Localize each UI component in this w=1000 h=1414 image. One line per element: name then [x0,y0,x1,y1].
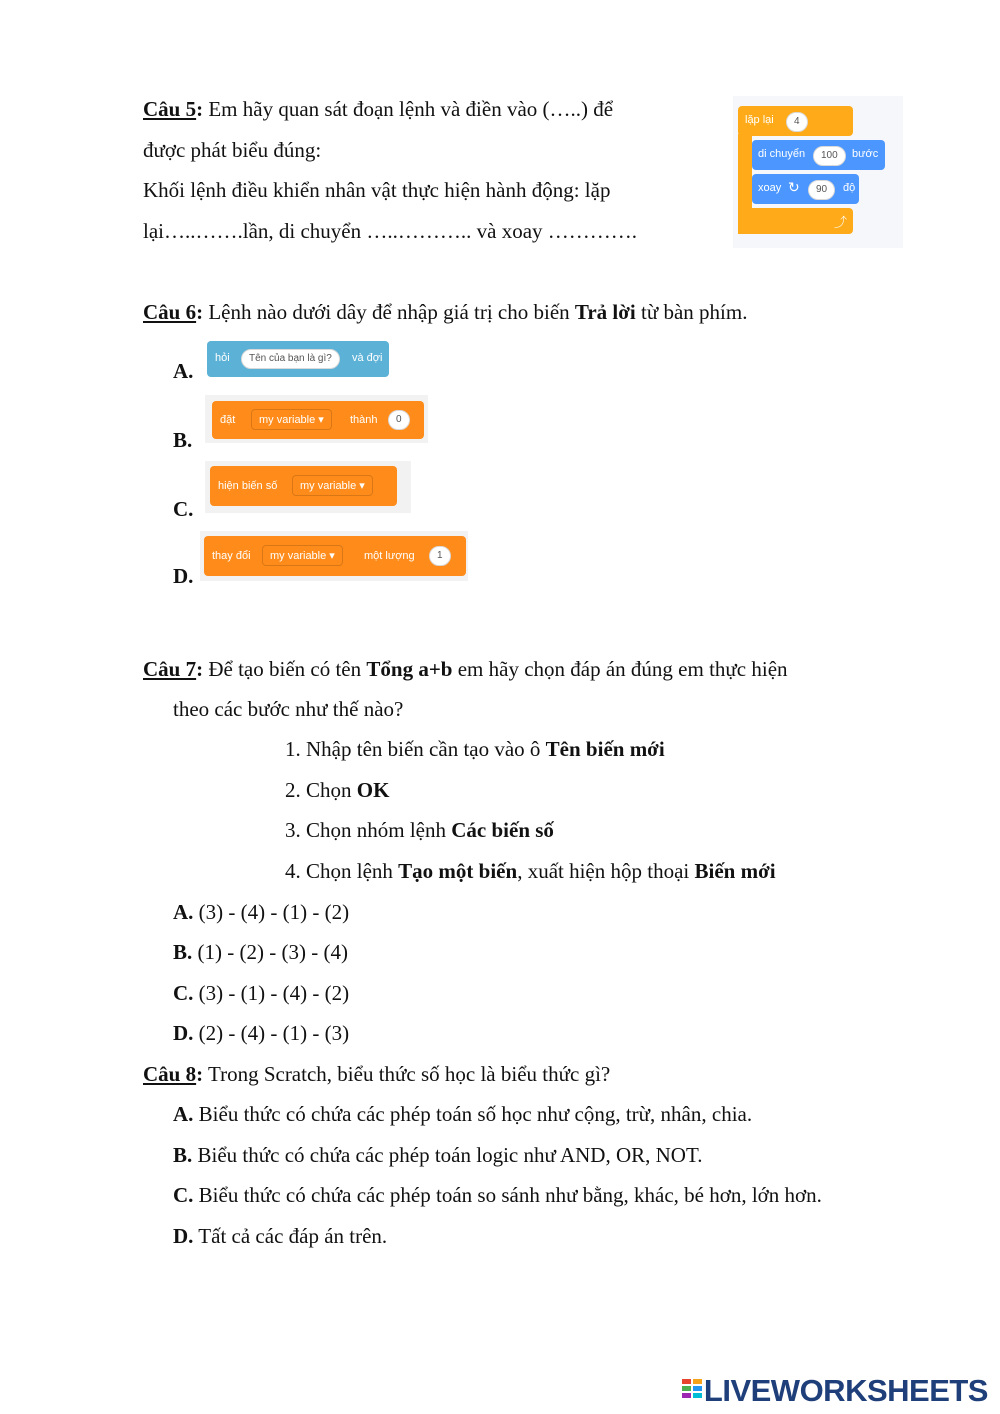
loop-arrow-icon: ⤴ [833,215,847,230]
set-variable-dropdown: my variable ▾ [251,409,332,430]
q8-text: Trong Scratch, biểu thức số học là biểu thức gì? [207,1062,611,1086]
move-block [752,140,885,170]
change-value: 1 [429,546,451,566]
q7-step-1-text: 1. Nhập tên biến cần tạo vào ô [285,737,541,761]
q7-label: Câu 7 [143,657,197,681]
q7-step-4 [285,859,776,884]
set-value: 0 [388,410,410,430]
turn-value: 90 [808,180,835,200]
q7-line2: theo các bước như thế nào? [173,697,404,721]
q6-text-after: từ bàn phím. [640,300,748,324]
q7-answer-d-letter: D. [173,1021,194,1045]
q7-answer-c[interactable] [173,981,349,1006]
q5-line3: Khối lệnh điều khiển nhân vật thực hiện hành động: lặp [143,178,611,202]
move-value: 100 [813,146,846,166]
ask-wait-label: và đợi [352,352,383,364]
q7-step-2 [285,778,389,803]
q8-label: Câu 8 [143,1062,197,1086]
q6-option-d-letter[interactable]: D. [173,564,194,588]
q7-step-3 [285,818,554,843]
q5-line4: lại…..…….lần, di chuyển …..……….. và xoay …………. [143,219,638,243]
q6-label: Câu 6 [143,300,197,324]
set-label: đặt [220,414,236,426]
q7-question: Câu 7: Để tạo biến có tên Tổng a+b em hãy chọn đáp án đúng em thực hiện [143,657,788,681]
q7-step-2-bold: OK [356,778,390,802]
liveworksheets-logo-icon [682,1375,702,1411]
q8-answer-c[interactable] [173,1183,822,1208]
q8-answer-d-text: Tất cả các đáp án trên. [198,1224,388,1248]
change-label: thay đổi [212,550,251,562]
q8-answer-b[interactable] [173,1143,702,1168]
turn-label: xoay [758,182,782,194]
turn-block [752,174,859,204]
q7-step-2-text: 2. Chọn [285,778,352,802]
q6-option-d-block[interactable] [204,536,466,576]
q7-answer-a-text: (3) - (4) - (1) - (2) [198,900,350,924]
move-label: di chuyển [758,148,806,160]
q7-text-bold: Tổng a+b [366,657,453,681]
q7-step-4-text: 4. Chọn lệnh [285,859,393,883]
q6-option-a-block[interactable] [207,341,389,377]
q6-option-c-letter[interactable]: C. [173,497,194,521]
q5-line2: được phát biểu đúng: [143,138,322,162]
ask-label: hỏi [215,352,230,364]
q6-option-b-letter[interactable]: B. [173,428,193,452]
q7-answer-b[interactable] [173,940,348,965]
q6-question: Câu 6: Lệnh nào dưới dây để nhập giá trị cho biến Trả lời từ bàn phím. [143,300,748,324]
q7-answer-b-text: (1) - (2) - (3) - (4) [197,940,348,964]
q7-answer-c-letter: C. [173,981,194,1005]
q8-answer-c-letter: C. [173,1183,194,1207]
repeat-label: lặp lại [745,114,774,126]
q8-answer-d-letter: D. [173,1224,194,1248]
q7-answer-a-letter: A. [173,900,194,924]
repeat-block-top [738,106,853,136]
q7-answer-d-text: (2) - (4) - (1) - (3) [198,1021,350,1045]
q7-step-4-bold2: Biến mới [694,859,776,883]
ask-prompt: Tên của bạn là gì? [241,349,340,369]
q7-step-3-bold: Các biến số [451,818,554,842]
q8-answer-a[interactable] [173,1102,752,1127]
q7-answer-c-text: (3) - (1) - (4) - (2) [198,981,350,1005]
liveworksheets-logo [682,1373,988,1411]
q8-answer-a-text: Biểu thức có chứa các phép toán số học như cộng, trừ, nhân, chia. [198,1102,753,1126]
q7-answer-d[interactable] [173,1021,349,1046]
q7-answer-a[interactable] [173,900,349,925]
set-to-label: thành [350,414,378,426]
q7-text-before: Để tạo biến có tên [208,657,362,681]
q5-scratch-script [733,96,903,248]
show-variable-dropdown: my variable ▾ [292,475,373,496]
q6-option-a-letter[interactable]: A. [173,359,194,383]
q7-step-4-post: , xuất hiện hộp thoại [517,859,690,883]
q8-answer-b-text: Biểu thức có chứa các phép toán logic như AND, OR, NOT. [197,1143,703,1167]
q6-option-c-block[interactable] [210,466,397,506]
turn-unit: độ [843,182,856,194]
q5-line1: Câu 5: Em hãy quan sát đoạn lệnh và điền vào (…..) để [143,97,614,121]
q8-answer-d[interactable] [173,1224,387,1249]
change-variable-dropdown: my variable ▾ [262,545,343,566]
q6-option-b-block[interactable] [212,401,424,439]
q7-step-1-bold: Tên biến mới [545,737,665,761]
show-variable-label: hiện biến số [218,480,278,492]
q6-text-before: Lệnh nào dưới dây để nhập giá trị cho biến [208,300,570,324]
repeat-block-bottom [738,208,853,234]
turn-arrow-icon: ↻ [788,179,800,195]
liveworksheets-logo-text: LIVEWORKSHEETS [703,1373,988,1408]
q8-answer-b-letter: B. [173,1143,193,1167]
q7-text-after: em hãy chọn đáp án đúng em thực hiện [457,657,788,681]
change-by-label: một lượng [364,550,415,562]
q5-line1-text: Em hãy quan sát đoạn lệnh và điền vào (…..) để [208,97,614,121]
q7-step-3-text: 3. Chọn nhóm lệnh [285,818,446,842]
q7-step-4-bold: Tạo một biến [398,859,518,883]
q8-question: Câu 8: Trong Scratch, biểu thức số học là biểu thức gì? [143,1062,611,1086]
q6-text-bold: Trả lời [574,300,636,324]
repeat-value: 4 [786,112,808,132]
q8-answer-a-letter: A. [173,1102,194,1126]
q7-step-1 [285,737,665,762]
move-unit: bước [852,148,879,160]
q8-answer-c-text: Biểu thức có chứa các phép toán so sánh như bằng, khác, bé hơn, lớn hơn. [198,1183,822,1207]
q7-answer-b-letter: B. [173,940,193,964]
q5-label: Câu 5 [143,97,197,121]
